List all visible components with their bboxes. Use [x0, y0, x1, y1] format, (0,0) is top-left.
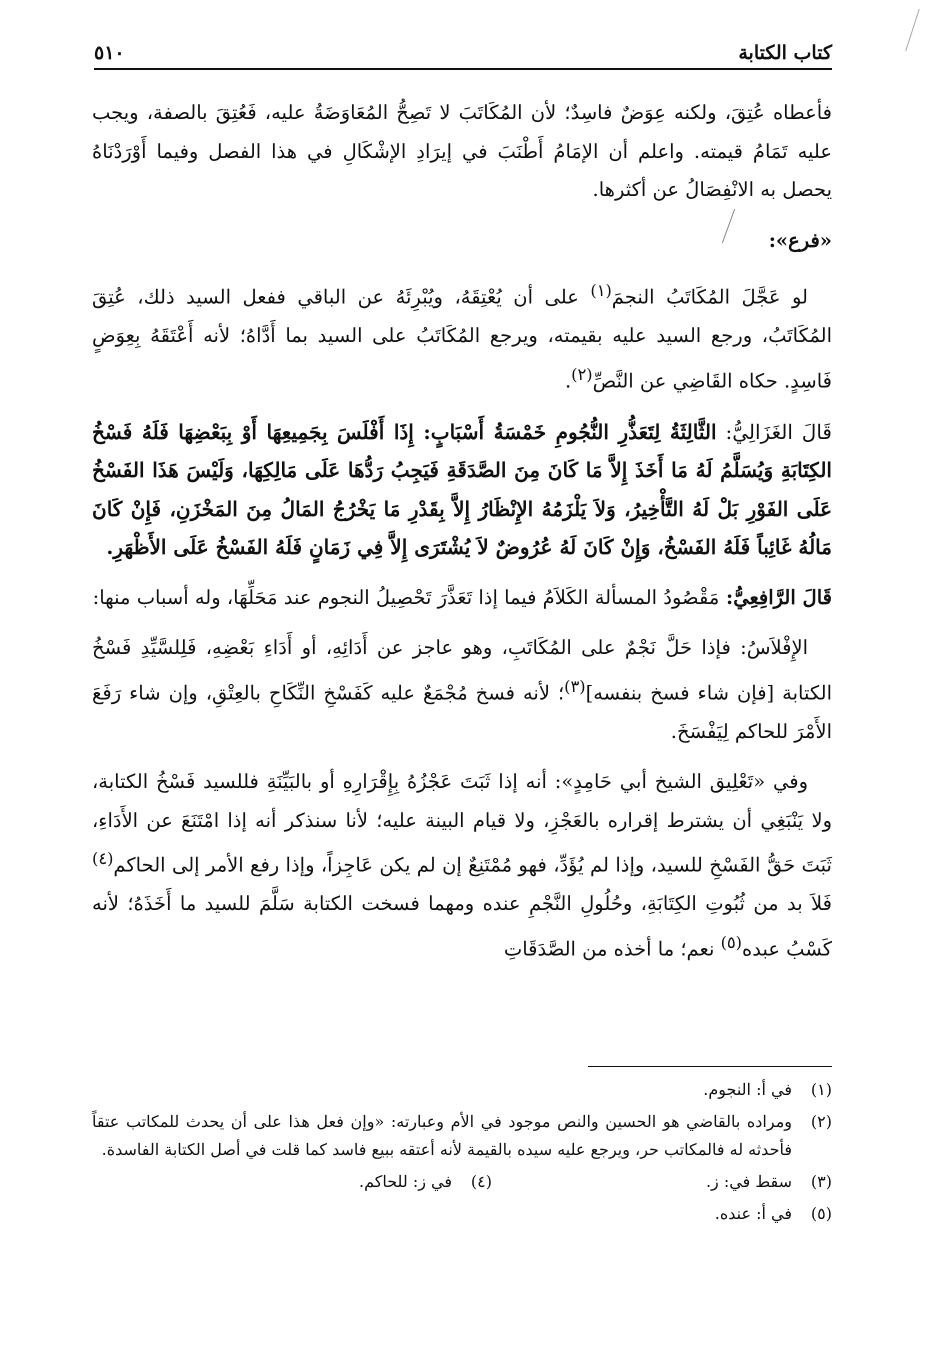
- footnote-number: (٤): [470, 1172, 492, 1191]
- ghazali-text: الثَّالِثَةُ لِتَعَذُّرِ النُّجُومِ خَمْسَةُ أَسْبَابٍ: إِذَا أَفْلَسَ بِجَمِيعِهَا أَوْ بِبَعْضِهَا فَلَهُ فَسْخُ الكِتَابَةِ وَيُسَلَّمُ لَهُ مَا أَخَذَ إِلاَّ مَا كَانَ مِنَ الصَّدَقَةِ فَيَجِبُ رَدُّهَا عَلَى مَالِكِهَا، وَلَيْسَ هَذَا الفَسْخُ عَلَى الفَوْرِ بَلْ لَهُ التَّأْخِيرُ، وَلاَ يَلْزَمُهُ الإِنْظَارُ إِلاَّ بِقَدْرِ مَا يَخْرُجُ المَالُ مِنَ المَخْزَنِ، فَإِنْ كَانَ مَالُهُ غَائِباً فَلَهُ الفَسْخُ، وَإِنْ كَانَ لَهُ عُرُوضٌ لاَ يُشْتَرَى إِلاَّ فِي زَمَانٍ فَلَهُ الفَسْخُ عَلَى الأَظْهَرِ.: [92, 419, 832, 559]
- footnote-number: (١): [810, 1080, 832, 1099]
- rafii-text: مَقْصُودُ المسألة الكَلاَمُ فيما إذا تَعَذَّرَ تَحْصِيلُ النجوم عند مَحَلِّهَا، وله أسباب منها:: [92, 585, 720, 609]
- paragraph-iflas: [92, 629, 832, 751]
- footnote-number: (٢): [810, 1112, 832, 1131]
- footnote-ref-5: (٥): [720, 932, 742, 952]
- footnote-ref-3: (٣): [564, 676, 586, 696]
- main-text: [92, 94, 832, 981]
- footnotes: [92, 1076, 832, 1232]
- paragraph-taliq-text-a: وفي «تَعْلِيق الشيخ أبي حَامِدٍ»: أنه إذا ثَبَتَ عَجْزُهُ بِإِقْرَارِهِ أو بالبَيِّنَةِ فللسيد فَسْخُ الكتابة، ولا يَنْبَغِي أن يشترط إقراره بالعَجْزِ، ولا قيام البينة عليه؛ لأنا سنذكر أنه إذا امْتَنَعَ عن الأَدَاءِ، ثَبَتَ حَقُّ الفَسْخِ للسيد، وإذا لم يُؤَدِّ، فهو مُمْتَنِعٌ إن لم يكن عَاجِزاً، وإذا رفع الأمر إلى الحاكم: [92, 770, 832, 877]
- running-header: [94, 34, 832, 64]
- paragraph-taliq-text-b: فَلاَ بد من ثُبُوتِ الكِتَابَةِ، وحُلُولِ النَّجْمِ عنده ومهما فسخت الكتابة سَلَّمَ للسيد ما أَخَذَهُ؛ لأنه كَسْبُ عبده: [92, 892, 832, 960]
- paragraph-taliq: [92, 763, 832, 969]
- footnote-text: ومراده بالقاضي هو الحسين والنص موجود في الأم وعبارته: «وإن فعل هذا على أن يحدث للمكاتب عتقاً فأحدثه له فالمكاتب حر، ويرجع عليه سيده بالقيمة لأنه أعتقه ببيع فاسد كما قلت في أصل الكتابة الفاسدة.: [92, 1112, 792, 1159]
- running-title: كتاب الكتابة: [738, 42, 832, 64]
- footnote-text: في أ: النجوم.: [703, 1080, 792, 1099]
- rafii-speaker: قَالَ الرَّافِعِيُّ:: [719, 585, 832, 609]
- footnote-ref-2: (٢): [571, 364, 593, 384]
- footnote-number: (٣): [810, 1172, 832, 1191]
- paragraph-taliq-text-c: نعم؛ ما أخذه من الصَّدَقَاتِ: [503, 937, 721, 960]
- footnote-1: [92, 1076, 832, 1104]
- paragraph-iflas-text-b: ؛ لأنه فسخ مُجْمَعٌ عليه كَفَسْخِ النِّكَاحِ بالعِتْقِ، وإن شاء رَفَعَ الأَمْرَ للحاكم لِيَفْسَخَ.: [92, 681, 832, 743]
- footnote-text: في أ: عنده.: [714, 1204, 792, 1223]
- paragraph-2-text-c: .: [564, 369, 572, 392]
- scan-mark: [905, 9, 920, 51]
- paragraph-2: [92, 272, 832, 401]
- paragraph-2-text-a: لو عَجَّلَ المُكَاتَبُ النجمَ: [611, 285, 808, 309]
- footnote-3: [492, 1168, 832, 1196]
- header-rule: [94, 68, 832, 70]
- footnote-text: في ز: للحاكم.: [359, 1172, 452, 1191]
- footnote-number: (٥): [810, 1204, 832, 1223]
- paragraph-1: فأعطاه عُتِقَ، ولكنه عِوَضٌ فاسِدٌ؛ لأن المُكَاتَبَ لا تَصِحُّ المُعَاوَضَةُ عليه، فَعُتِقَ بالصفة، ويجب عليه تَمَامُ قيمته. واعلم أن الإمَامُ أَطْنَبَ في إيرَادِ الإشْكَالِ في هذا الفصل وفيما أَوْرَدْنَاهُ يحصل به الانْفِصَالُ عن أكثرها.: [92, 101, 832, 201]
- rafii-commentary: [92, 579, 832, 618]
- paragraph-2-text-b: على أن يُعْتِقَهُ، ويُبْرِئَهُ عن الباقي ففعل السيد ذلك، عُتِقَ المُكَاتَبُ، ورجع السيد عليه بقيمته، ويرجع المُكَاتَبُ على السيد بما أَدَّاهُ؛ لأنه أَعْتَقَهُ بِعِوَضٍ فَاسِدٍ. حكاه القَاضِي عن النَّصِّ: [92, 285, 832, 392]
- page-number: ٥١٠: [94, 42, 125, 64]
- footnote-2: [92, 1108, 832, 1164]
- footnote-text: سقط في: ز.: [705, 1172, 792, 1191]
- section-heading-far: «فرع»:: [768, 228, 832, 252]
- footnote-5: [92, 1200, 832, 1228]
- footnote-4: [152, 1168, 492, 1196]
- footnote-row-3-4: [92, 1168, 832, 1196]
- ghazali-quote: [92, 413, 832, 567]
- footnote-rule: [588, 1066, 832, 1067]
- ghazali-speaker: قَالَ الغَزَالِيُّ:: [716, 419, 832, 444]
- paragraph-iflas-text-a: الإِفْلاَسُ: فإذا حَلَّ نَجْمٌ على المُكَاتَبِ، وهو عاجز عن أَدَائِهِ، أو أَدَاءِ بَعْضِهِ، فَلِلسَّيِّدِ فَسْخُ الكتابة [فإن شاء فسخ بنفسه]: [92, 636, 833, 704]
- footnote-ref-1: (١): [590, 281, 612, 300]
- footnote-ref-4: (٤): [92, 849, 114, 868]
